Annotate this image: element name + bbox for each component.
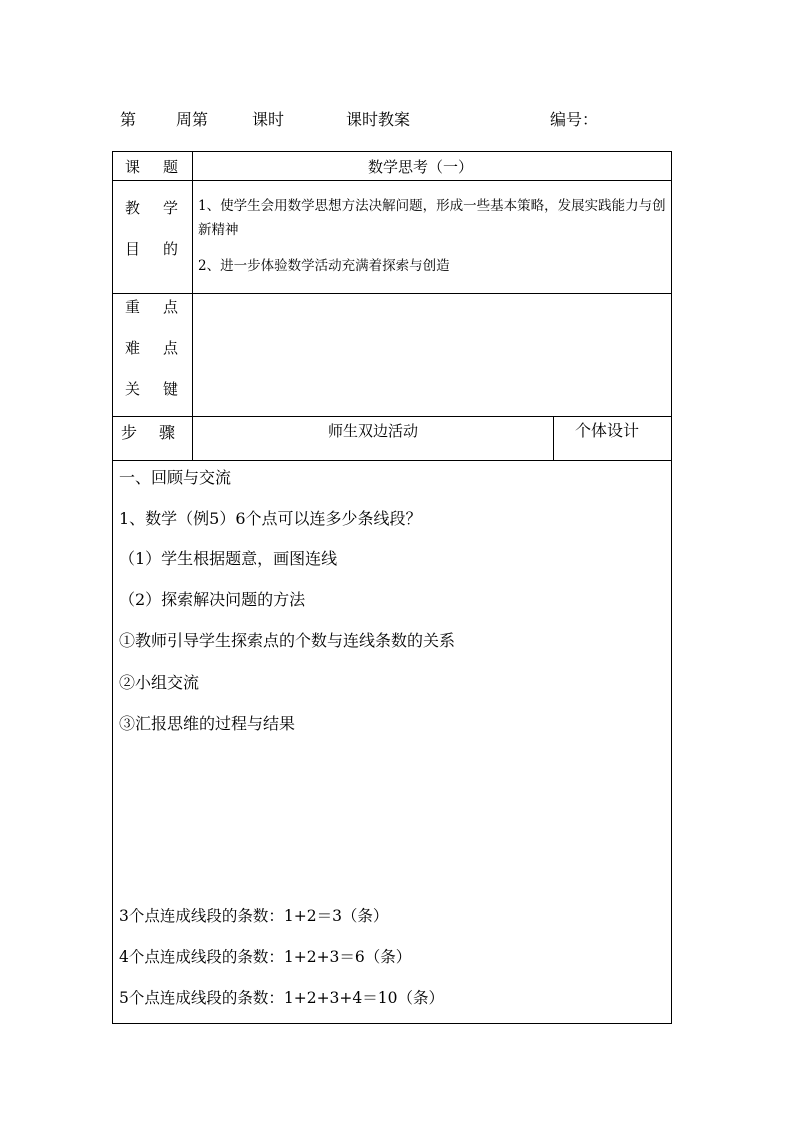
sub-step-1: ①教师引导学生探索点的个数与连线条数的关系 <box>119 631 456 650</box>
lesson-plan-table <box>112 151 672 1024</box>
steps-label-1: 步 <box>121 423 138 442</box>
column-divider <box>192 152 193 460</box>
sub-step-3: ③汇报思维的过程与结果 <box>119 714 296 733</box>
header-week-suffix: 周第 <box>176 110 209 129</box>
step-2: （2）探索解决问题的方法 <box>119 590 306 609</box>
review-heading: 一、回顾与交流 <box>119 468 232 487</box>
objective-1: 1、使学生会用数学思想方法决解问题，形成一些基本策略，发展实践能力与创新精神 <box>198 198 666 238</box>
topic-value: 数学思考（一） <box>368 158 474 176</box>
key-label-3a: 关 <box>125 380 141 398</box>
objectives-label-1: 教 <box>125 199 141 217</box>
key-label-2a: 难 <box>125 339 141 357</box>
topic-label-1: 课 <box>125 158 141 176</box>
topic-label-2: 题 <box>163 158 179 176</box>
design-label: 个体设计 <box>575 421 640 440</box>
formula-3-points: 3个点连成线段的条数：1+2＝3（条） <box>119 907 389 925</box>
sub-step-2: ②小组交流 <box>119 673 200 692</box>
row-divider <box>113 293 671 294</box>
header-lesson-period: 课时 <box>252 110 285 129</box>
formula-5-points: 5个点连成线段的条数：1+2+3+4＝10（条） <box>119 989 444 1007</box>
step-1: （1）学生根据题意，画图连线 <box>119 549 338 568</box>
key-label-1a: 重 <box>125 298 141 316</box>
objectives-label-3: 目 <box>125 240 141 258</box>
key-label-1b: 点 <box>163 298 179 316</box>
objectives-label-4: 的 <box>163 240 179 258</box>
objectives-label-2: 学 <box>163 199 179 217</box>
key-label-2b: 点 <box>163 339 179 357</box>
key-label-3b: 键 <box>163 380 179 398</box>
example-question: 1、数学（例5）6个点可以连多少条线段？ <box>119 509 422 528</box>
header-plan-title: 课时教案 <box>346 110 411 129</box>
activity-label: 师生双边活动 <box>328 422 419 440</box>
row-divider <box>113 180 671 181</box>
row-divider <box>113 416 671 417</box>
column-divider <box>553 416 554 460</box>
steps-label-2: 骤 <box>159 423 176 442</box>
objective-2: 2、进一步体验数学活动充满着探索与创造 <box>198 258 450 274</box>
header-week-prefix: 第 <box>120 110 137 129</box>
formula-4-points: 4个点连成线段的条数：1+2+3＝6（条） <box>119 948 412 966</box>
header-number-label: 编号： <box>550 110 599 129</box>
row-divider <box>113 460 671 461</box>
